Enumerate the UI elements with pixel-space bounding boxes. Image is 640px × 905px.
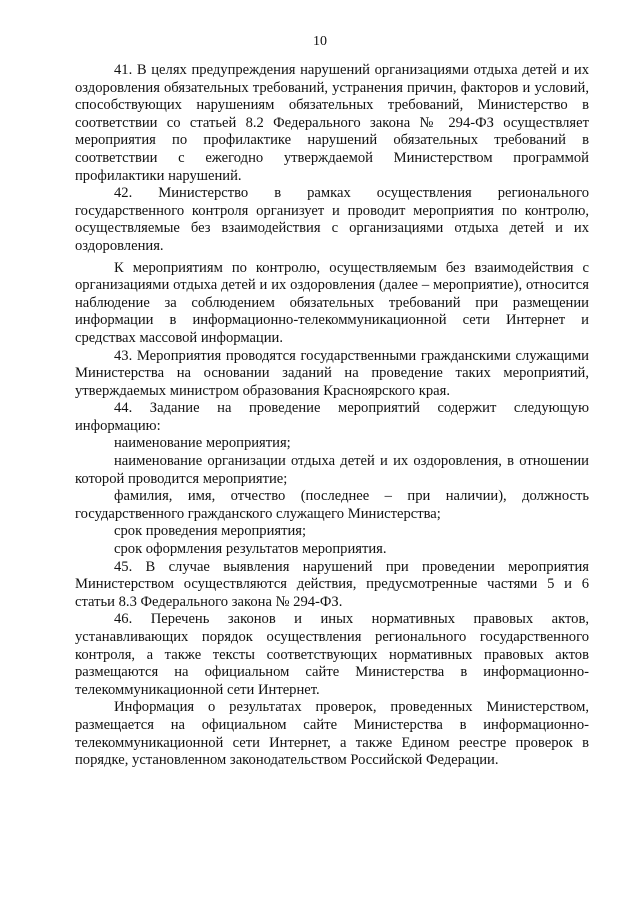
list-item: наименование мероприятия; — [114, 435, 291, 452]
paragraph-44: 44. Задание на проведение мероприятий содержит следующую информацию: — [75, 400, 589, 434]
paragraph-46: 46. Перечень законов и иных нормативных правовых актов, устанавливающих порядок осуществления регионального государственного контроля, а также тексты соответствующих нормативных правовых актов размещаются на официальном сайте Министерства в информационно-телекоммуникационной сети Интернет. — [75, 611, 589, 698]
list-item: наименование организации отдыха детей и их оздоровления, в отношении которой проводится мероприятие; — [75, 453, 589, 487]
page-number: 10 — [313, 34, 327, 49]
list-item: фамилия, имя, отчество (последнее – при наличии), должность государственного гражданского служащего Министерства; — [75, 488, 589, 522]
document-body — [75, 62, 589, 770]
paragraph-42-continuation: К мероприятиям по контролю, осуществляемым без взаимодействия с организациями отдыха детей и их оздоровления (далее – мероприятие), относится наблюдение за соблюдением обязательных требований при размещении информации в информационно-телекоммуникационной сети Интернет и средствах массовой информации. — [75, 259, 589, 346]
list-item: срок проведения мероприятия; — [114, 523, 307, 540]
paragraph-41: 41. В целях предупреждения нарушений организациями отдыха детей и их оздоровления обязательных требований, устранения причин, факторов и условий, способствующих нарушениям обязательных требований, Министерство в соответствии со статьей 8.2 Федерального закона № 294-ФЗ осуществляет мероприятия по профилактике нарушений обязательных требований в соответствии с ежегодно утверждаемой Министерством программой профилактики нарушений. — [75, 62, 589, 184]
paragraph-42: 42. Министерство в рамках осуществления регионального государственного контроля организует и проводит мероприятия по контролю, осуществляемые без взаимодействия с организациями отдыха детей и их оздоровления. — [75, 185, 589, 254]
list-item: срок оформления результатов мероприятия. — [114, 541, 387, 558]
paragraph-43: 43. Мероприятия проводятся государственными гражданскими служащими Министерства на основании заданий на проведение таких мероприятий, утверждаемых министром образования Красноярского края. — [75, 347, 589, 399]
paragraph-45: 45. В случае выявления нарушений при проведении мероприятия Министерством осуществляются действия, предусмотренные частями 5 и 6 статьи 8.3 Федерального закона № 294-ФЗ. — [75, 558, 589, 610]
paragraph-inspection-results: Информация о результатах проверок, проведенных Министерством, размещается на официальном сайте Министерства в информационно-телекоммуникационной сети Интернет, а также Едином реестре проверок в порядке, установленном законодательством Российской Федерации. — [75, 699, 589, 769]
